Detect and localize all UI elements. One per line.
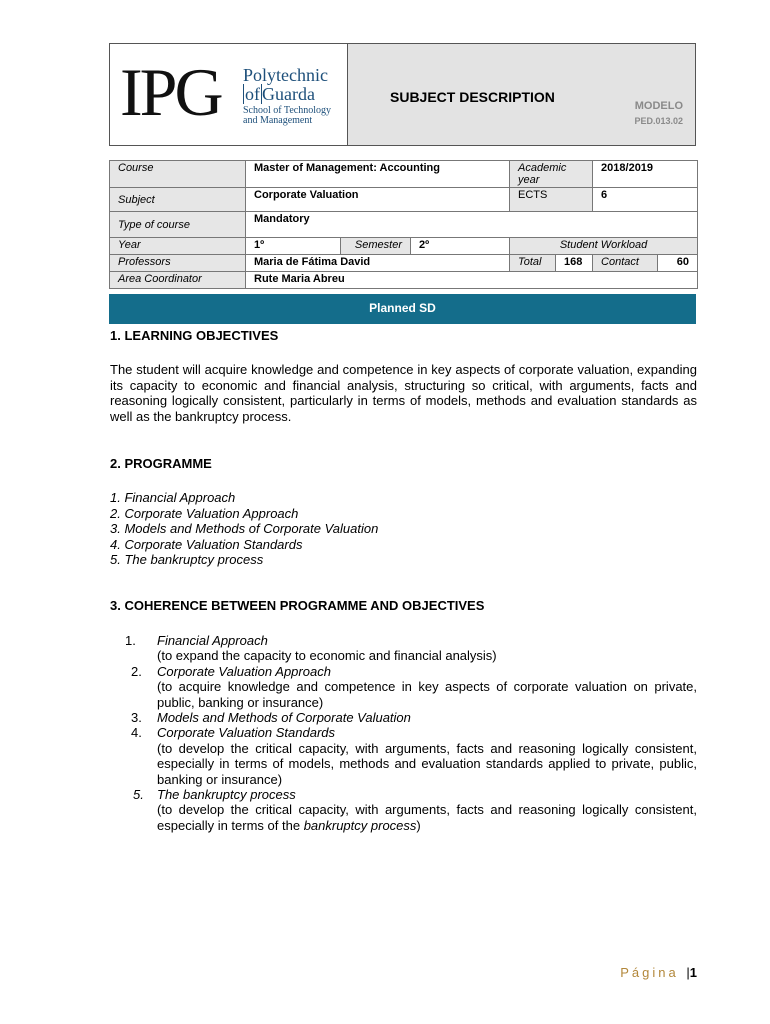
year-label: Year [110, 238, 246, 255]
table-row [110, 255, 698, 272]
logo-school-line-1: School of Technology [243, 105, 331, 116]
page-footer [620, 965, 697, 980]
modelo-code: PED.013.02 [634, 116, 683, 126]
subject-value: Corporate Valuation [246, 188, 510, 212]
page-label: Página [620, 965, 679, 980]
semester-label: Semester [341, 238, 411, 255]
item-description: (to expand the capacity to economic and financial analysis) [157, 648, 497, 664]
logo-ipg-text: IPG [120, 54, 221, 130]
table-row [110, 212, 698, 238]
item-description-emphasis: bankruptcy process [303, 817, 417, 833]
page-number: 1 [689, 965, 697, 980]
logo-school-line-2: and Management [243, 115, 313, 126]
semester-value: 2º [411, 238, 510, 255]
total-value: 168 [556, 255, 593, 272]
list-item: 3. Models and Methods of Corporate Valuation [110, 521, 379, 537]
list-item [110, 633, 697, 664]
item-description: (to develop the critical capacity, with arguments, facts and reasoning logically consistent, especially in terms of models, methods and evaluation standards applied to private, public, banking or insurance) [157, 740, 697, 787]
table-row [110, 238, 698, 255]
list-item [110, 664, 697, 710]
item-number: 1. [125, 633, 136, 648]
academic-year-value: 2018/2019 [593, 161, 698, 188]
area-coordinator-value: Rute Maria Abreu [246, 272, 698, 289]
type-of-course-label: Type of course [110, 212, 246, 238]
professors-value: Maria de Fátima David [246, 255, 510, 272]
coherence-list [110, 633, 697, 833]
course-value: Master of Management: Accounting [246, 161, 510, 188]
year-value: 1º [246, 238, 341, 255]
contact-label: Contact [593, 255, 658, 272]
item-title: Corporate Valuation Approach [157, 663, 331, 679]
logo-of: of [245, 84, 260, 104]
ects-value: 6 [593, 188, 698, 212]
ects-label: ECTS [510, 188, 593, 212]
document-title: SUBJECT DESCRIPTION [390, 89, 555, 105]
professors-label: Professors [110, 255, 246, 272]
list-item: 5. The bankruptcy process [110, 552, 264, 568]
course-info-table [109, 160, 698, 289]
list-item [110, 710, 697, 725]
list-item: 4. Corporate Valuation Standards [110, 536, 303, 552]
item-title: Financial Approach [157, 633, 268, 648]
list-item [110, 725, 697, 787]
item-number: 3. [131, 710, 142, 726]
academic-year-label: Academic year [510, 161, 593, 188]
item-number: 4. [131, 725, 142, 741]
list-item [110, 787, 697, 833]
table-row [110, 188, 698, 212]
programme-list [110, 490, 378, 568]
logo-of-guarda [243, 84, 331, 104]
programme-heading: 2. PROGRAMME [110, 456, 212, 471]
logo-wordmark [243, 66, 331, 126]
list-item: 1. Financial Approach [110, 490, 236, 505]
table-row [110, 272, 698, 289]
subject-label: Subject [110, 188, 246, 212]
document-header [109, 43, 696, 146]
student-workload-label: Student Workload [510, 238, 698, 255]
institution-logo [110, 44, 348, 145]
page-separator: | [686, 965, 690, 980]
logo-polytechnic: Polytechnic [243, 65, 328, 85]
planned-sd-banner: Planned SD [109, 294, 696, 324]
item-description [157, 802, 697, 833]
item-description-close: ) [416, 817, 421, 833]
logo-guarda: Guarda [262, 84, 315, 104]
type-of-course-value: Mandatory [246, 212, 698, 238]
learning-objectives-text: The student will acquire knowledge and competence in key aspects of corporate valuation, expanding its capacity to economic and financial analysis, structuring so critical, with arguments, facts and reasoning logically consistent, particularly in terms of models, methods and evaluation standards as well as the bankruptcy process. [110, 362, 697, 424]
item-title: The bankruptcy process [157, 787, 296, 803]
item-title: Models and Methods of Corporate Valuation [157, 710, 411, 726]
contact-value: 60 [658, 255, 698, 272]
item-description-text: (to develop the critical capacity, with arguments, facts and reasoning logically consistent, especially in terms of the [157, 802, 697, 833]
learning-objectives-heading: 1. LEARNING OBJECTIVES [110, 328, 279, 343]
total-label: Total [510, 255, 556, 272]
item-title: Corporate Valuation Standards [157, 725, 336, 741]
item-description: (to acquire knowledge and competence in key aspects of corporate valuation on private, public, banking or insurance) [157, 679, 697, 710]
area-coordinator-label: Area Coordinator [110, 272, 246, 289]
course-label: Course [110, 161, 246, 188]
modelo-label: MODELO [634, 100, 683, 112]
coherence-heading: 3. COHERENCE BETWEEN PROGRAMME AND OBJECTIVES [110, 598, 485, 613]
item-number: 2. [131, 663, 142, 679]
item-number: 5. [133, 787, 144, 803]
list-item: 2. Corporate Valuation Approach [110, 505, 299, 521]
table-row [110, 161, 698, 188]
